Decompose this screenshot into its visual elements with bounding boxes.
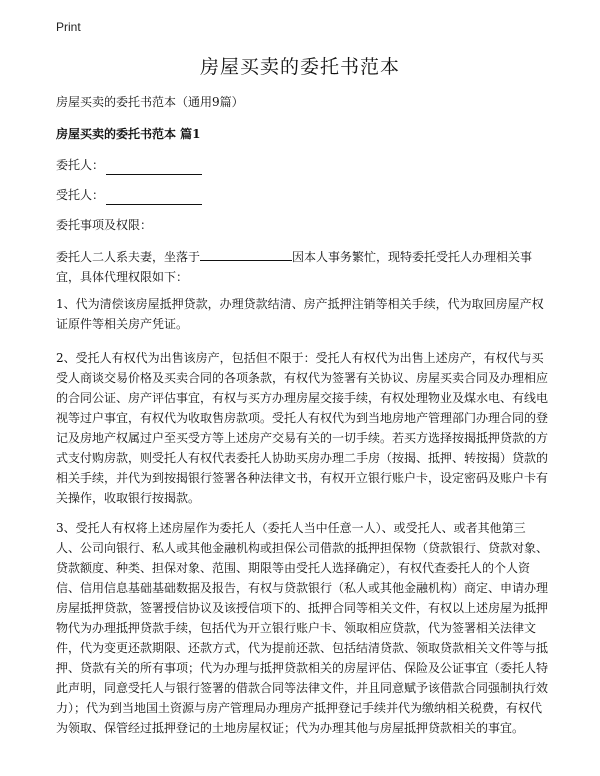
principal-blank-line: [106, 160, 202, 175]
intro-before-text: 委托人二人系夫妻，坐落于: [56, 250, 201, 264]
intro-paragraph: [56, 247, 548, 287]
agent-blank-line: [106, 190, 202, 205]
list-item: 1、代为清偿该房屋抵押贷款，办理贷款结清、房产抵押注销等相关手续，代为取回房屋产权证原件等相关房产凭证。: [56, 297, 544, 331]
scope-label: 委托事项及权限：: [56, 218, 153, 232]
agent-label: 受托人：: [56, 188, 105, 202]
page-title: 房屋买卖的委托书范本: [199, 56, 400, 78]
print-link[interactable]: Print: [56, 20, 81, 34]
principal-field: [56, 155, 548, 175]
principal-label: 委托人：: [56, 158, 105, 172]
intro-after-text: 因本人事务繁忙，现特委托受托人办理相关事宜，具体代理权限如下：: [56, 250, 533, 284]
address-blank-line: [200, 247, 292, 261]
list-item: 3、受托人有权将上述房屋作为委托人（委托人当中任意一人）、或受托人、或者其他第三人、公司向银行、私人或其他金融机构或担保公司借款的抵押担保物（贷款银行、贷款对象、贷款额度、种类、担保对象、范围、期限等由受托人选择确定），有权代查委托人的个人资信、信用信息基础基础数据及报告，有权与贷款银行（私人或其他金融机构）商定、申请办理房屋抵押贷款，签署授信协议及该授信项下的、抵押合同等相关文件，有权以上述房屋为抵押物代为办理抵押贷款手续，包括代为开立银行账户卡、领取相应贷款，代为签署相关法律文件，代为变更还款期限、还款方式，代为提前还款、包括结清贷款、领取贷款相关文件等与抵押、贷款有关的所有事项；代为办理与抵押贷款相关的房屋评估、保险及公证事宜（委托人特此声明，同意受托人与银行签署的借款合同等法律文件，并且同意赋予该借款合同强制执行效力）；代为到当地国土资源与房产管理局办理房产抵押登记手续并代为缴纳相关税费，有权代为领取、保管经过抵押登记的土地房屋权证；代为办理其他与房屋抵押贷款相关的事宜。: [56, 521, 549, 735]
section-heading: 房屋买卖的委托书范本 篇1: [56, 127, 201, 141]
agent-field: [56, 185, 548, 205]
document-subtitle: 房屋买卖的委托书范本（通用9篇）: [56, 95, 244, 109]
list-item: 2、受托人有权代为出售该房产，包括但不限于：受托人有权代为出售上述房产，有权代与买受人商谈交易价格及买卖合同的各项条款，有权代为签署有关协议、房屋买卖合同及办理相应的合同公证、房产评估事宜，有权与买方办理房屋交接手续，有权处理物业及煤水电、有线电视等过户事宜，有权代为收取售房款项。受托人有权代为到当地房地产管理部门办理合同的登记及房地产权属过户至买受方等上述房产交易有关的一切手续。若买方选择按揭抵押贷款的方式支付购房款，则受托人有权代表委托人协助买房办理二手房（按揭、抵押、转按揭）贷款的相关手续，并代为到按揭银行签署各种法律文书，有权开立银行账户卡，设定密码及账户卡有关操作，收取银行按揭款。: [56, 351, 549, 505]
